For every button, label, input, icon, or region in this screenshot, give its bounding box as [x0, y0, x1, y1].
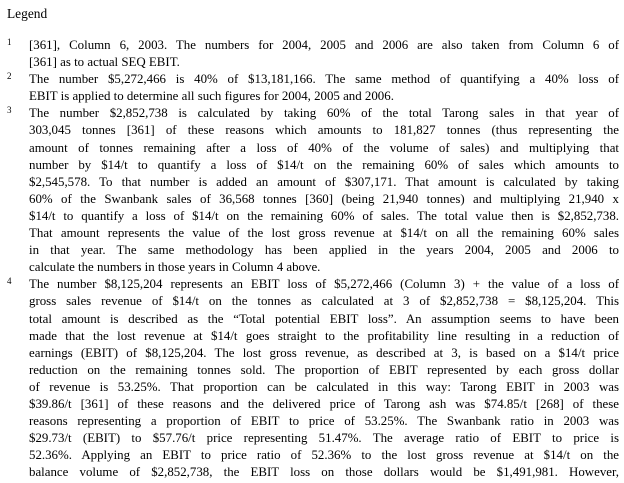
note-number: 3	[7, 105, 12, 116]
note-line: $29.73/t (EBIT) to $57.76/t price representing 51.47%. The average ratio of EBIT to price is	[29, 431, 619, 446]
note-line: of revenue is 53.25%. That proportion can be calculated in this way: Tarong EBIT in 2003 was	[29, 379, 619, 394]
note-4	[7, 276, 619, 481]
note-line: The number $5,272,466 is 40% of $13,181,166. The same method of quantifying a 40% loss of	[29, 72, 619, 87]
note-line: balance volume of $2,852,738, the EBIT loss on those dollars would be $1,491,981. However,	[29, 465, 619, 480]
note-3	[7, 105, 619, 276]
note-line: $2,545,578. To that number is added an amount of $307,171. That amount is calculated by taking	[29, 174, 619, 189]
legend-heading: Legend	[7, 6, 48, 21]
note-line: calculate the numbers in those years in Column 4 above.	[29, 260, 321, 275]
note-line: gross sales revenue of $14/t on the tonnes as calculated at 3 of $2,852,738 = $8,125,204. This	[29, 294, 619, 309]
note-line: made that the lost revenue at $14/t goes straight to the profitability line resulting in a reduction of	[29, 328, 619, 343]
note-line: 303,045 tonnes [361] of these reasons which amounts to 181,827 tonnes (thus representing the	[29, 123, 619, 138]
note-number: 1	[7, 37, 12, 47]
note-line: $39.86/t [361] of these reasons and the delivered price of Tarong ash was $74.85/t [268] of these	[29, 396, 619, 411]
note-line: $14/t to quantify a loss of $14/t on the remaining 60% of sales. The total value then is $2,852,738.	[29, 208, 619, 223]
note-line: reasons representing a proportion of EBIT to price of 53.25%. The Swanbank ratio in 2003 was	[29, 414, 619, 429]
notes-list	[7, 37, 619, 481]
note-line: [361], Column 6, 2003. The numbers for 2004, 2005 and 2006 are also taken from Column 6 of	[29, 38, 619, 52]
note-line: That amount represents the value of the lost gross revenue at $14/t on all the remaining 60% sales	[29, 226, 619, 241]
note-number: 4	[7, 276, 12, 287]
note-line: The number $8,125,204 represents an EBIT loss of $5,272,466 (Column 3) + the value of a loss of	[29, 277, 619, 292]
note-line: amount of tonnes remaining after a loss of 40% of the volume of sales) and multiplying that	[29, 140, 619, 155]
note-number: 2	[7, 71, 12, 82]
note-line: 60% of the Swanbank sales of 36,568 tonnes [360] (being 21,940 tonnes) and multiplying 21,940 x	[29, 191, 619, 206]
note-line: EBIT is applied to determine all such figures for 2004, 2005 and 2006.	[29, 89, 394, 104]
note-line: in that year. The same methodology has been applied in the years 2004, 2005 and 2006 to	[29, 243, 619, 258]
note-line: 52.36%. Applying an EBIT to price ratio of 52.36% to the lost gross revenue at $14/t on the	[29, 448, 619, 463]
note-line: earnings (EBIT) of $8,125,204. The lost gross revenue, as described at 3, is based on a $14/t price	[29, 345, 619, 360]
note-line: reduction on the remaining tonnes sold. The proportion of EBIT represented by each gross dollar	[29, 362, 619, 377]
note-2	[7, 71, 619, 105]
note-1	[7, 37, 619, 71]
note-line: The number $2,852,738 is calculated by taking 60% of the total Tarong sales in that year of	[29, 106, 619, 121]
note-line: number by $14/t to quantify a loss of $14/t on the remaining 60% of sales which amounts to	[29, 157, 619, 172]
note-line: total amount is described as the “Total potential EBIT loss”. An assumption seems to have been	[29, 311, 619, 326]
note-line: [361] as to actual SEQ EBIT.	[29, 55, 180, 70]
